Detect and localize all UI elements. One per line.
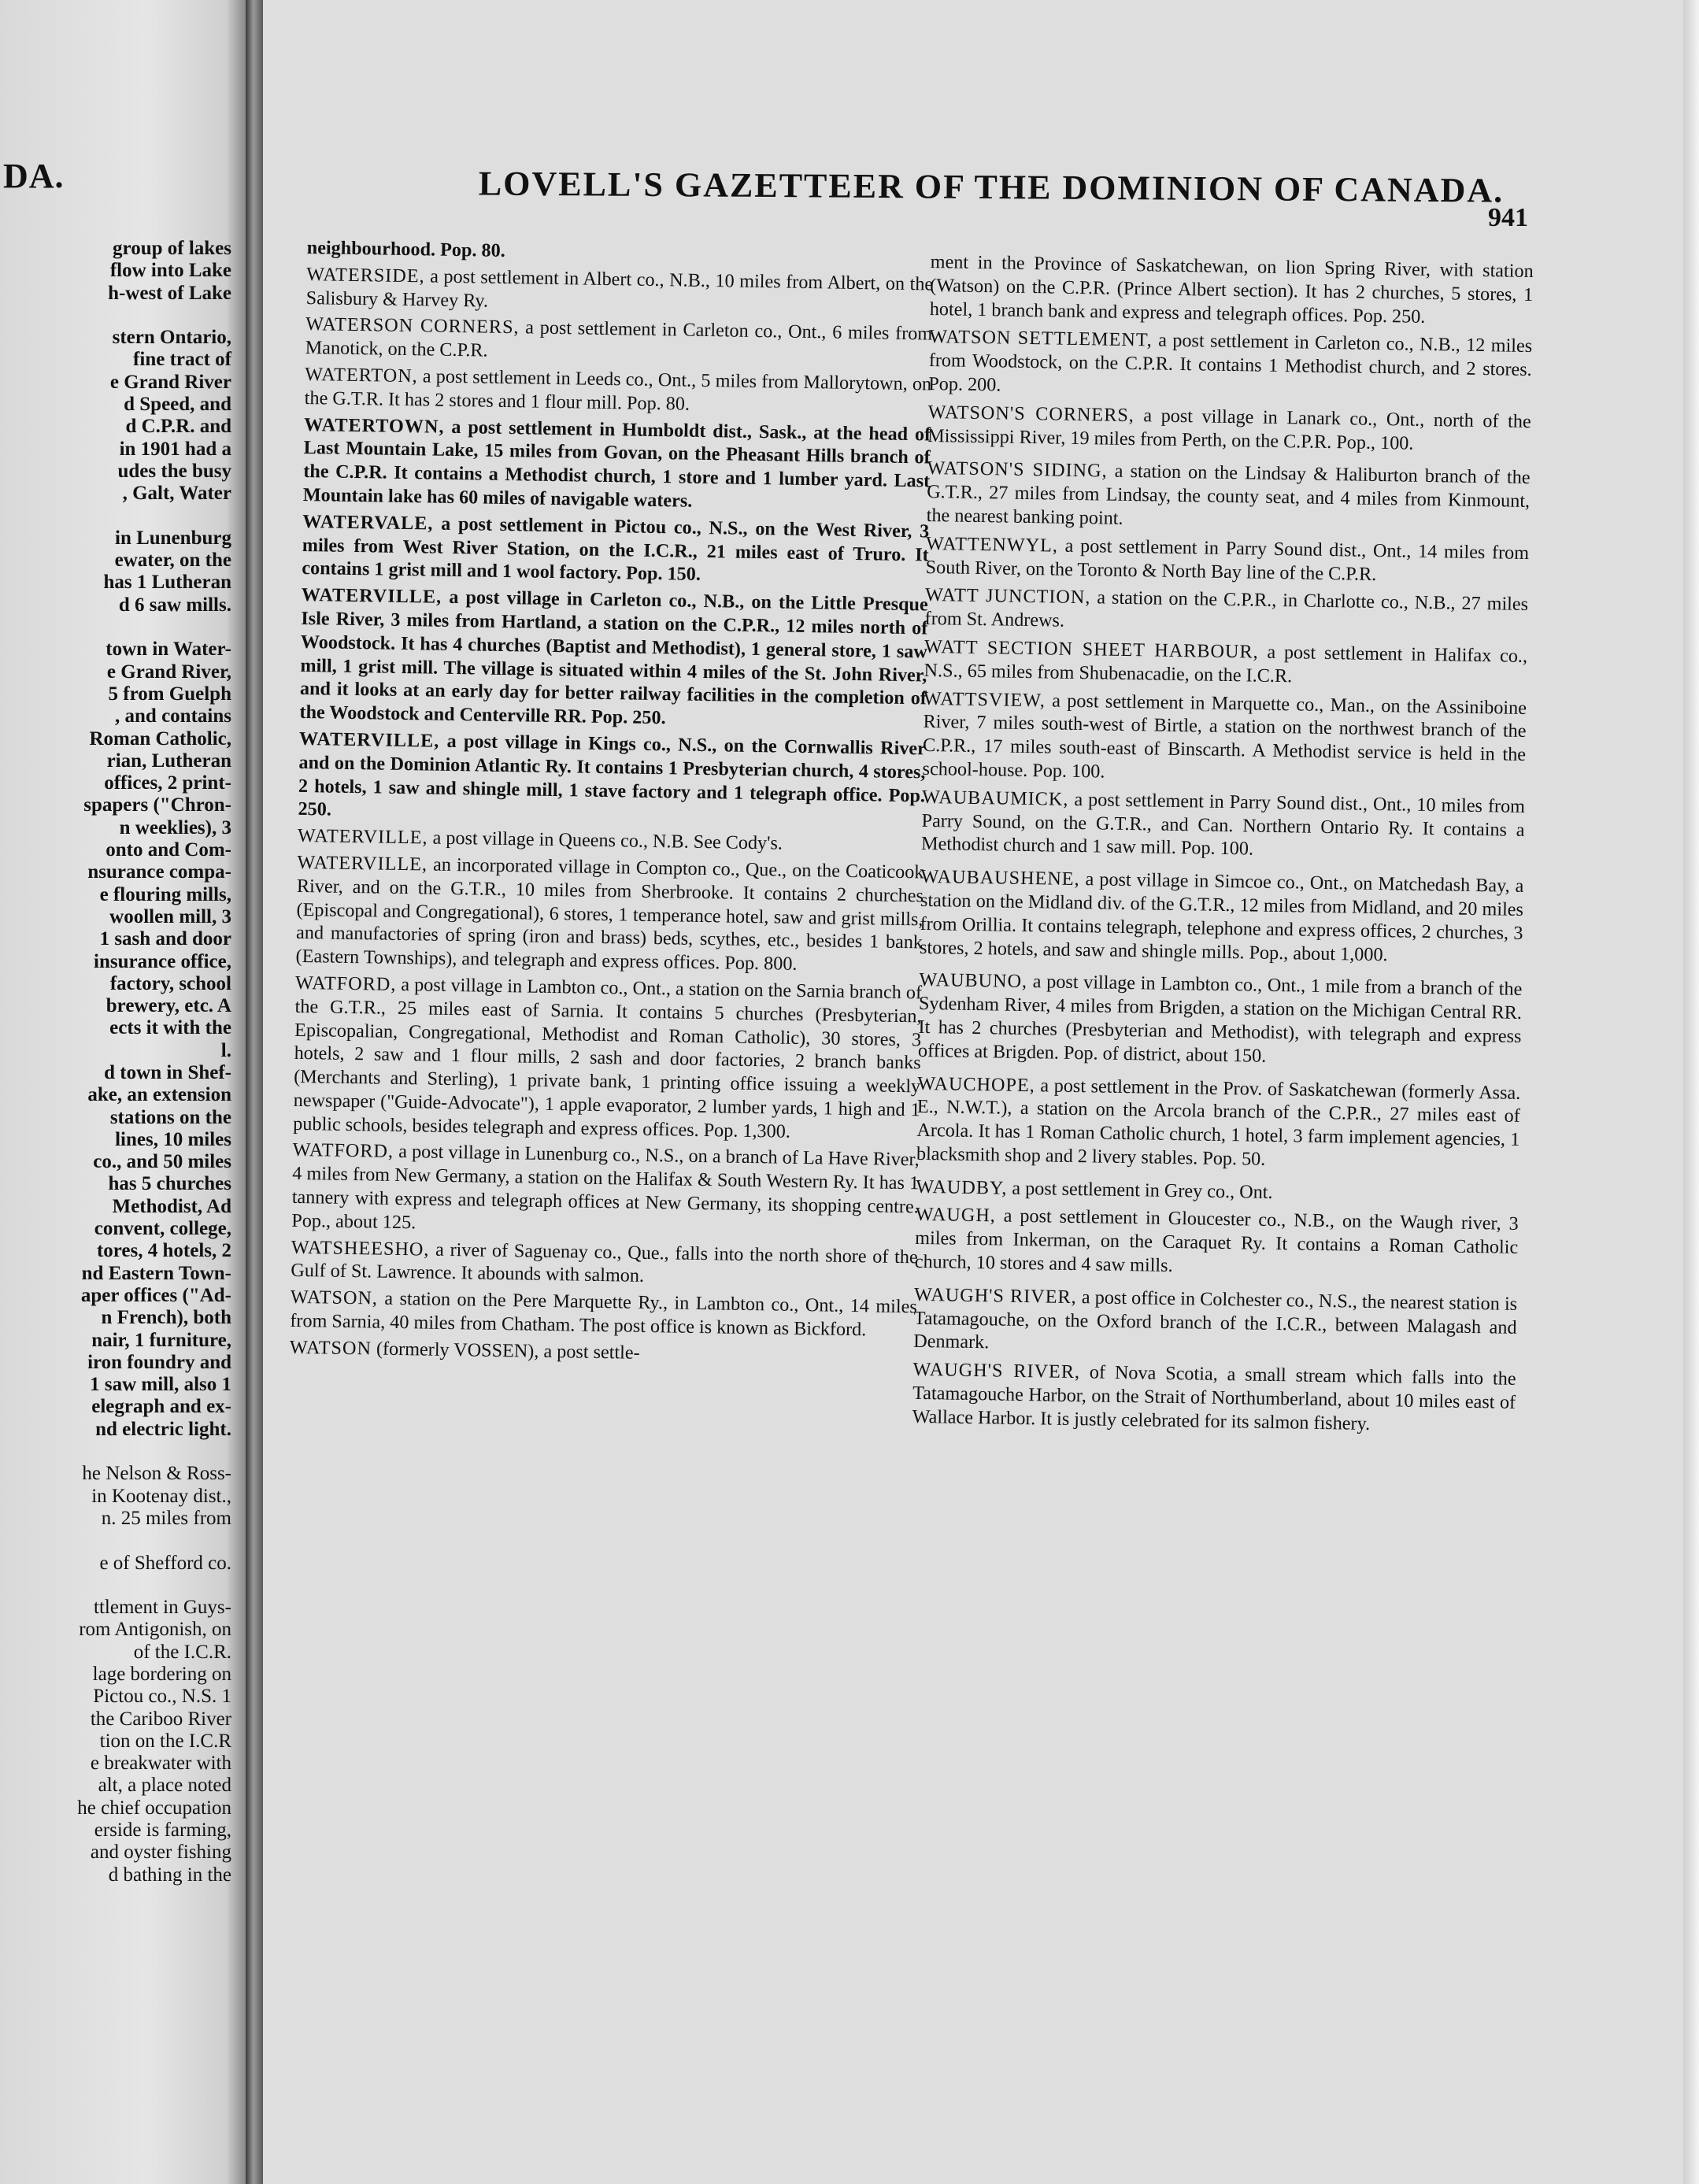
entry-text: a post settlement in Parry Sound dist., Ont., 14 miles from South River, on the Toronto & North Bay line of the C.P.R. <box>925 535 1530 585</box>
gazetteer-entry <box>290 1286 917 1342</box>
gazetteer-entry <box>298 727 926 831</box>
facing-page-line: n French), both <box>101 1307 231 1329</box>
facing-page-line: e of Shefford co. <box>99 1552 231 1574</box>
entry-headword: WATSON <box>289 1336 372 1360</box>
entry-text: a station on the C.P.R., in Charlotte co., N.B., 27 miles from St. Andrews. <box>924 587 1529 631</box>
facing-page-line: Pictou co., N.S. 1 <box>93 1686 231 1708</box>
facing-page-line: tion on the I.C.R <box>99 1730 231 1752</box>
entry-text: a post village in Simcoe co., Ont., on Matchedash Bay, a station on the Midland div. of the G.T.R., 12 miles from Midland, and 20 miles from Orillia. It contains telegraph, telephone and express offices, 2 churches, 3 stores, 2 hotels, and saw and shingle mills. Pop., about 1,000. <box>919 868 1524 965</box>
facing-page-line: brewery, etc. A <box>105 995 231 1017</box>
facing-page-line: onto and Com- <box>105 839 231 861</box>
facing-page-line: in Kootenay dist., <box>91 1485 231 1507</box>
gazetteer-entry <box>918 968 1523 1072</box>
facing-page-line: ects it with the <box>109 1017 231 1039</box>
facing-page-line: e flouring mills, <box>99 883 231 905</box>
facing-page-line: nsurance compa- <box>87 861 231 883</box>
gazetteer-entry <box>303 413 931 517</box>
facing-page-line: d 6 saw mills. <box>118 594 231 616</box>
facing-page-line: in Lunenburg <box>115 527 231 549</box>
entry-text: a post settlement in Gloucester co., N.B., on the Waugh river, 3 miles from Inkerman, on the Caraquet Ry. It contains a Roman Catholic church, 10 stores and 4 saw mills. <box>914 1205 1519 1277</box>
gazetteer-entry <box>922 687 1527 790</box>
entry-headword: WATSON'S SIDING, <box>927 457 1108 482</box>
facing-page-line: 5 from Guelph <box>108 683 231 705</box>
facing-page-line: d Speed, and <box>124 394 231 416</box>
facing-page-line: nd Eastern Town- <box>81 1262 231 1284</box>
gazetteer-entry <box>291 1138 920 1242</box>
facing-page-line <box>77 1530 231 1552</box>
facing-page-line: ake, an extension <box>87 1084 231 1106</box>
facing-page-line: in 1901 had a <box>119 438 231 460</box>
facing-page-heading-fragment: DA. <box>3 157 65 195</box>
entry-text: a post office in Colchester co., N.S., the nearest station is Tatamagouche, on the Oxford branch of the I.C.R., between Malagash and Denmark. <box>913 1286 1518 1353</box>
facing-page-line: of the I.C.R. <box>133 1641 231 1663</box>
gazetteer-entry <box>925 532 1529 589</box>
facing-page-line: 1 saw mill, also 1 <box>90 1374 231 1396</box>
facing-page-line: nair, 1 furniture, <box>91 1329 231 1351</box>
facing-page-line: has 5 churches <box>108 1173 231 1195</box>
entry-text: a station on the Lindsay & Haliburton branch of the G.T.R., 27 miles from Lindsay, the county seat, and 4 miles from Kinmount, the nearest banking point. <box>926 460 1531 529</box>
facing-page-line: ewater, on the <box>114 550 231 572</box>
entry-headword: WATSHEESHO, <box>291 1236 430 1260</box>
facing-page-line <box>77 1575 231 1597</box>
entry-headword: WAUBAUSHENE, <box>920 866 1080 890</box>
entry-text: a post settlement in Marquette co., Man., on the Assiniboine River, 7 miles south-west of Birtle, a station on the northwest branch of the C.P.R., 17 miles south-east of Binscarth. A Methodist service is held in the school-house. Pop. 100. <box>922 689 1527 783</box>
facing-page-line: d C.P.R. and <box>125 416 231 438</box>
facing-page-line: convent, college, <box>94 1218 231 1240</box>
gazetteer-entry <box>924 583 1528 640</box>
facing-page-line: insurance office, <box>94 950 231 972</box>
entry-headword: WATERTON, <box>305 363 418 387</box>
facing-page-line: e Grand River, <box>106 661 231 683</box>
gazetteer-entry <box>293 972 922 1146</box>
facing-page-line: aper offices ("Ad- <box>80 1284 231 1306</box>
gazetteer-entry <box>930 250 1534 330</box>
entry-headword: WATERSON CORNERS, <box>305 313 520 339</box>
facing-page-line: erside is farming, <box>94 1819 231 1842</box>
facing-page-line: elegraph and ex- <box>91 1396 231 1418</box>
facing-page-line: stations on the <box>109 1106 231 1128</box>
entry-headword: WATFORD, <box>292 1139 394 1163</box>
entry-text: an incorporated village in Compton co., Que., on the Coaticook River, and on the G.T.R., 10 miles from Sherbrooke. It contains 2 churches (Episcopal and Congregational), 6 stores, 1 temperance hotel, saw and grist mills, and manufactories of spring (iron and brass) beds, scythes, etc., besides 1 bank (Eastern Townships), and telegraph and express offices. Pop. 800. <box>295 853 924 975</box>
facing-page-line: n weeklies), 3 <box>119 816 231 838</box>
facing-page-line: e breakwater with <box>90 1753 231 1775</box>
gazetteer-entry <box>927 401 1531 457</box>
entry-text: ment in the Province of Saskatchewan, on lion Spring River, with station (Watson) on the C.P.R. (Prince Albert section). It has 2 churches, 5 stores, 1 hotel, 1 branch bank and express and telegraph offices. Pop. 250. <box>929 250 1534 328</box>
gazetteer-entry <box>291 1236 918 1293</box>
facing-page-line: iron foundry and <box>87 1351 231 1373</box>
facing-page-line: stern Ontario, <box>112 327 231 349</box>
gazetteer-entry <box>302 510 929 590</box>
entry-text: a post village in Lunenburg co., N.S., on a branch of La Have River, 4 miles from New Germany, a station on the Halifax & South Western Ry. It has 1 tannery with express and telegraph offices at New Germany, its shopping centre. Pop., about 125. <box>291 1141 920 1234</box>
facing-page-line: d town in Shef- <box>104 1061 231 1083</box>
entry-headword: WAUDBY, <box>916 1175 1008 1199</box>
facing-page-line <box>77 305 231 327</box>
text-column-right <box>912 250 1534 1443</box>
entry-headword: WAUGH'S RIVER, <box>913 1283 1077 1308</box>
gazetteer-entry <box>916 1072 1521 1175</box>
facing-page-line <box>77 505 231 527</box>
facing-page-line: has 1 Lutheran <box>103 572 231 594</box>
entry-text: a post village in Carleton co., N.B., on the Little Presque Isle River, 3 miles from Hartland, a station on the C.P.R., 12 miles north of Woodstock. It has 4 churches (Baptist and Methodist), 1 general store, 1 saw mill, 1 grist mill. The village is situated within 4 miles of the St. John River, and it looks at an early day for better railway facilities in the completion of the Woodstock and Centerville RR. Pop. 250. <box>299 586 928 729</box>
facing-page-line: alt, a place noted <box>98 1775 231 1797</box>
entry-headword: WATTSVIEW, <box>923 687 1046 711</box>
facing-page-line: he Nelson & Ross- <box>82 1463 231 1485</box>
entry-text: a post settlement in Albert co., N.B., 10 miles from Albert, on the Salisbury & Harvey Ry. <box>305 265 934 312</box>
entry-headword: WAUBUNO, <box>919 969 1028 993</box>
book-gutter <box>246 0 263 2184</box>
facing-page-line: flow into Lake <box>109 260 231 282</box>
entry-text: a post village in Kings co., N.S., on the Cornwallis River and on the Dominion Atlantic Ry. It contains 1 Presbyterian church, 4 stores, 2 hotels, 1 saw and shingle mill, 1 stave factory and 1 telegraph office. Pop. 250. <box>298 730 927 820</box>
entry-headword: WATT SECTION SHEET HARBOUR, <box>924 635 1259 663</box>
facing-page-line: offices, 2 print- <box>104 772 231 794</box>
facing-page-line: spapers ("Chron- <box>83 794 231 816</box>
entry-text: a post village in Lanark co., Ont., north of the Mississippi River, 19 miles from Perth, on the C.P.R. Pop., 100. <box>927 404 1531 454</box>
entry-headword: WATSON SETTLEMENT, <box>929 326 1153 351</box>
facing-page-line: h-west of Lake <box>108 282 231 304</box>
facing-page-line: town in Water- <box>105 639 231 661</box>
facing-page-line: udes the busy <box>117 460 231 482</box>
facing-page-line: ttlement in Guys- <box>94 1597 231 1619</box>
facing-page-line: , Galt, Water <box>122 483 231 505</box>
gazetteer-entry <box>928 325 1532 405</box>
entry-headword: WAUCHOPE, <box>917 1072 1036 1096</box>
gazetteer-entry <box>915 1203 1519 1283</box>
entry-headword: WATERVALE, <box>302 510 434 535</box>
gazetteer-entry <box>305 363 932 420</box>
facing-page-line: d bathing in the <box>108 1864 231 1886</box>
entry-headword: WATERTOWN, <box>304 413 445 438</box>
entry-headword: WATSON'S CORNERS, <box>927 401 1135 426</box>
facing-page-line: lines, 10 miles <box>115 1128 231 1150</box>
text-column-left <box>290 236 934 1372</box>
entry-headword: WATFORD, <box>294 972 397 995</box>
entry-headword: WAUGH, <box>915 1204 997 1227</box>
facing-page-left <box>0 0 246 2184</box>
facing-page-line: group of lakes <box>113 238 231 259</box>
facing-page-text <box>77 238 231 1886</box>
entry-headword: WAUBAUMICK, <box>921 786 1069 810</box>
facing-page-line: fine tract of <box>133 349 231 371</box>
gazetteer-entry <box>913 1283 1517 1363</box>
entry-text: of Nova Scotia, a small stream which falls into the Tatamagouche Harbor, on the Strait of Northumberland, about 10 miles east of Wallace Harbor. It is justly celebrated for its salmon fishery. <box>912 1361 1516 1434</box>
entry-text: a station on the Pere Marquette Ry., in Lambton co., Ont., 14 miles from Sarnia, 40 miles from Chatham. The post office is known as Bickford. <box>290 1287 917 1341</box>
facing-page-line: the Cariboo River <box>90 1708 231 1730</box>
entry-headword: WATERSIDE, <box>306 263 425 287</box>
gazetteer-entry <box>295 851 924 978</box>
gazetteer-entry <box>305 313 933 369</box>
entry-headword: WATTENWYL, <box>925 532 1059 557</box>
entry-text: (formerly VOSSEN), a post settle- <box>371 1338 640 1364</box>
gazetteer-entry <box>306 263 934 320</box>
facing-page-line <box>77 1441 231 1463</box>
facing-page-line: nd electric light. <box>95 1418 231 1440</box>
facing-page-line: woollen mill, 3 <box>109 905 231 927</box>
facing-page-line: he chief occupation <box>77 1797 231 1819</box>
entry-text: a post settlement in the Prov. of Saskatchewan (formerly Assa. E., N.W.T.), a station on the Arcola branch of the C.P.R., 27 miles east of Arcola. It has 1 Roman Catholic church, 1 hotel, 3 farm implement agencies, 1 blacksmith shop and 2 livery stables. Pop. 50. <box>916 1074 1521 1170</box>
facing-page-line: , and contains <box>115 705 231 727</box>
gazetteer-entry <box>924 635 1527 692</box>
entry-headword: WATT JUNCTION, <box>924 584 1091 609</box>
facing-page-line: lage bordering on <box>92 1664 231 1685</box>
facing-page-line: e Grand River <box>109 371 231 393</box>
entry-text: a post settlement in Parry Sound dist., Ont., 10 miles from Parry Sound, on the G.T.R., and Can. Northern Ontario Ry. It contains a Methodist church and 1 saw mill. Pop. 100. <box>920 788 1526 860</box>
gazetteer-entry <box>912 1358 1516 1438</box>
entry-text: a post settlement in Halifax co., N.S., 65 miles from Shubenacadie, on the I.C.R. <box>924 641 1528 687</box>
entry-text: a river of Saguenay co., Que., falls into the north shore of the Gulf of St. Lawrence. It abounds with salmon. <box>291 1238 918 1287</box>
entry-text: a post settlement in Humboldt dist., Sask., at the head of Last Mountain Lake, 15 miles from Govan, on the Pheasant Hills branch of the C.P.R. It contains a Methodist church, 1 store and 1 lumber yard. Last Mountain lake has 60 miles of navigable waters. <box>302 416 931 512</box>
facing-page-line: rian, Lutheran <box>106 750 231 772</box>
page-edge <box>1683 0 1699 2184</box>
gazetteer-entry <box>299 583 928 734</box>
entry-text: a post settlement in Leeds co., Ont., 5 miles from Mallorytown, on the G.T.R. It has 2 stores and 1 flour mill. Pop. 80. <box>304 365 932 415</box>
facing-page-line: Roman Catholic, <box>89 727 231 750</box>
gazetteer-entry <box>916 1175 1519 1209</box>
entry-text: a post settlement in Pictou co., N.S., on the West River, 3 miles from West River Station, on the I.C.R., 21 miles east of Truro. It contains 1 grist mill and 1 wool factory. Pop. 150. <box>302 513 930 586</box>
entry-headword: WATERVILLE, <box>298 727 440 752</box>
facing-page-line: Methodist, Ad <box>112 1195 231 1217</box>
facing-page-line: and oyster fishing <box>90 1842 231 1864</box>
entry-headword: WATERVILLE, <box>301 584 442 608</box>
entry-headword: WATERVILLE, <box>297 825 428 849</box>
facing-page-line: rom Antigonish, on <box>79 1619 231 1641</box>
entry-text: a post settlement in Carleton co., Ont., 6 miles from Manotick, on the C.P.R. <box>305 316 933 361</box>
facing-page-line: n. 25 miles from <box>101 1507 231 1529</box>
facing-page-line: l. <box>220 1039 231 1061</box>
facing-page-line: co., and 50 miles <box>93 1151 231 1173</box>
gazetteer-entry <box>920 865 1524 968</box>
facing-page-line: 1 sash and door <box>99 928 231 950</box>
entry-text: a post village in Queens co., N.B. See Cody's. <box>428 827 783 854</box>
entry-text: a post settlement in Carleton co., N.B., 12 miles from Woodstock, on the C.P.R. It contains 1 Methodist church, and 2 stores. Pop. 200. <box>928 329 1533 396</box>
entry-headword: WATERVILLE, <box>297 851 428 875</box>
facing-page-line: factory, school <box>109 972 231 994</box>
entry-headword: WATSON, <box>290 1286 379 1309</box>
gazetteer-entry <box>926 457 1530 536</box>
gazetteer-entry <box>921 786 1525 865</box>
entry-headword: WAUGH'S RIVER, <box>912 1359 1081 1383</box>
gazetteer-page <box>263 0 1699 2184</box>
facing-page-line <box>77 616 231 639</box>
running-head: LOVELL'S GAZETTEER OF THE DOMINION OF CANADA. <box>478 164 1505 210</box>
entry-text: neighbourhood. Pop. 80. <box>306 236 505 261</box>
facing-page-line: tores, 4 hotels, 2 <box>96 1240 231 1262</box>
page-number: 941 <box>1488 203 1528 232</box>
entry-text: a post village in Lambton co., Ont., 1 mile from a branch of the Sydenham River, 4 miles from Brigden, a station on the Michigan Central RR. It has 2 churches (Presbyterian and Methodist), with telegraph and express offices at Brigden. Pop. of district, about 150. <box>917 971 1523 1067</box>
entry-text: a post village in Lambton co., Ont., a station on the Sarnia branch of the G.T.R., 25 miles east of Sarnia. It contains 5 churches (Presbyterian, Episcopalian, Congregational, Methodist and Roman Catholic), 30 stores, 3 hotels, 2 saw and 1 flour mills, 2 sash and door factories, 2 branch banks (Merchants and Sterling), 1 private bank, 1 printing office issuing a weekly newspaper ("Guide-Advocate"), 1 apple evaporator, 2 lumber yards, 1 high and 1 public schools, besides telegraph and express offices. Pop. 1,300. <box>293 973 923 1142</box>
entry-text: a post settlement in Grey co., Ont. <box>1007 1177 1273 1203</box>
